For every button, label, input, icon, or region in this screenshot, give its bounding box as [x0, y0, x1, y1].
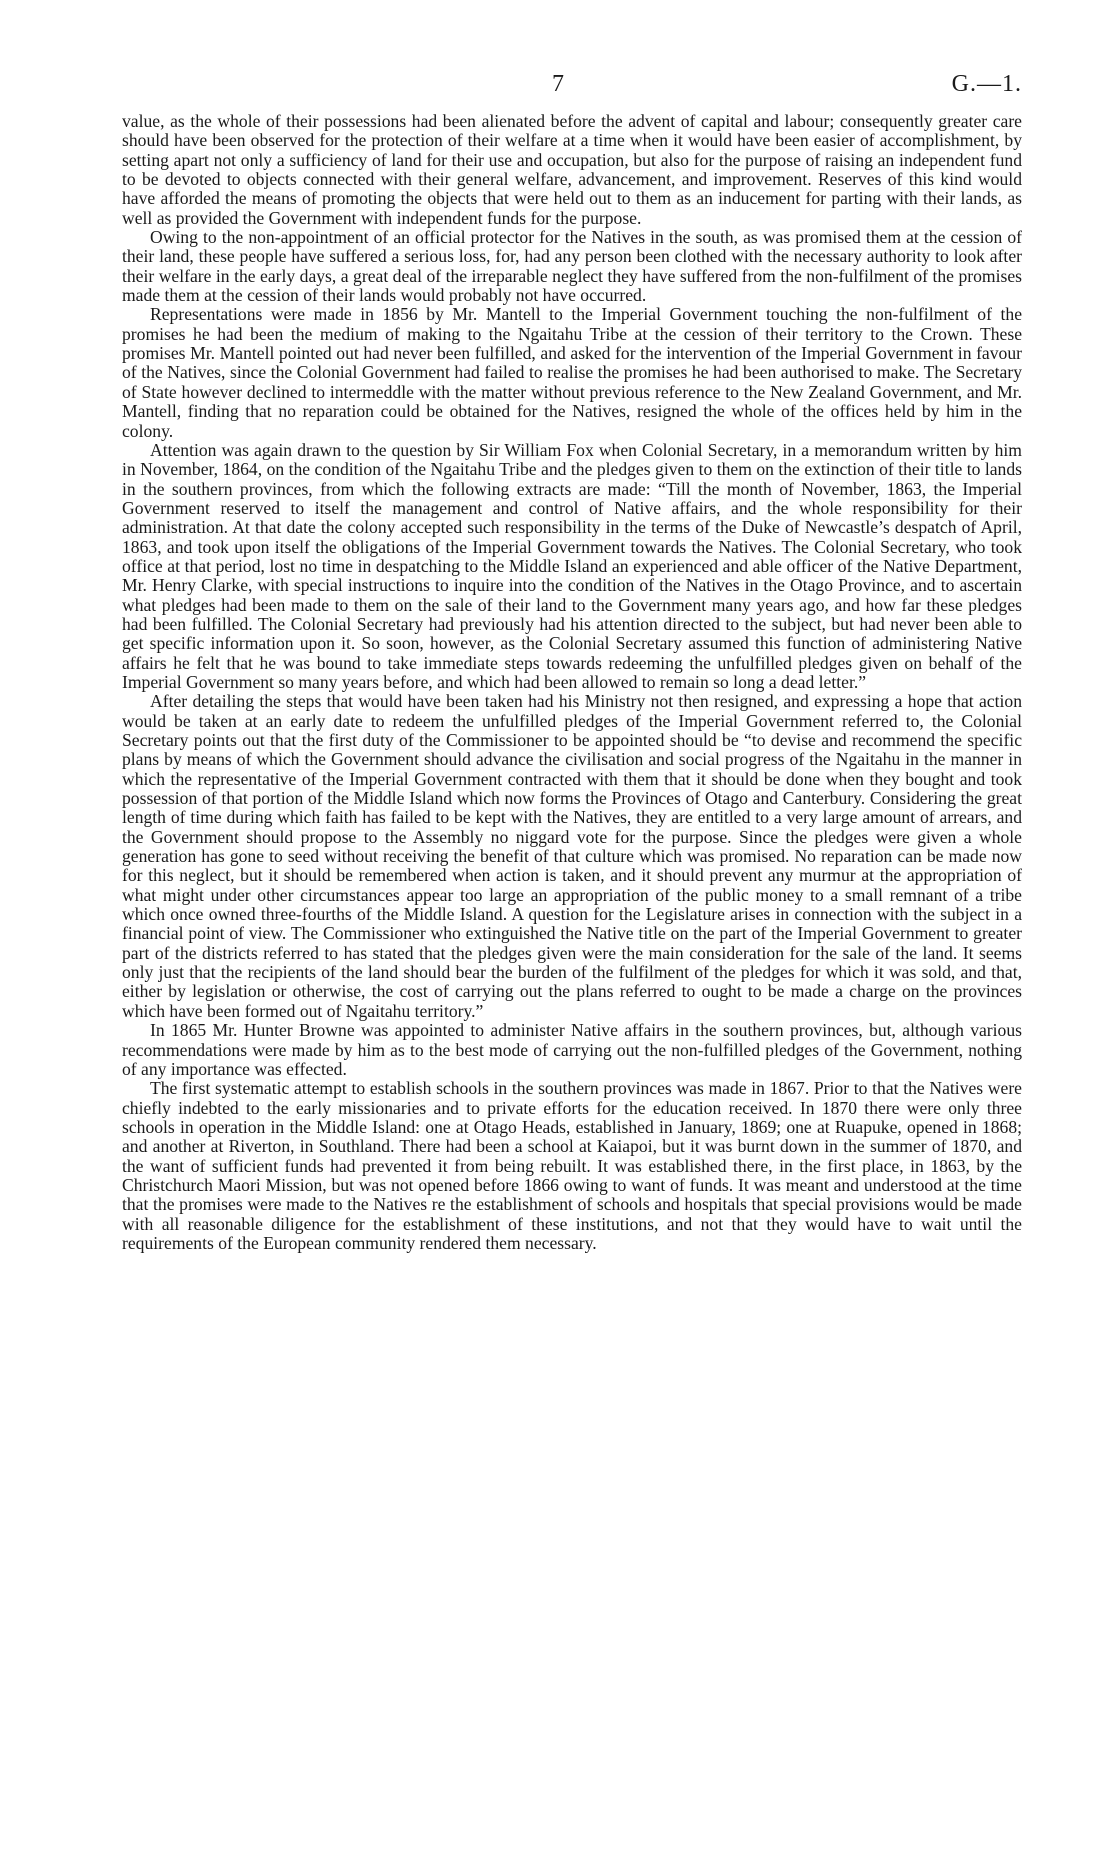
paragraph: Attention was again drawn to the question by Sir William Fox when Colonial Secretary, in a memorandum written by him in November, 1864, on the condition of the Ngaitahu Tribe and the pledges given to them on the extinction of their title to lands in the southern provinces, from which the following extracts are made: “Till the month of November, 1863, the Imperial Government reserved to itself the management and control of Native affairs, and the whole responsibility for their administration. At that date the colony accepted such responsibility in the terms of the Duke of Newcastle’s despatch of April, 1863, and took upon itself the obligations of the Imperial Government towards the Natives. The Colonial Secretary, who took office at that period, lost no time in despatching to the Middle Island an experienced and able officer of the Native Department, Mr. Henry Clarke, with special instructions to inquire into the condition of the Natives in the Otago Province, and to ascertain what pledges had been made to them on the sale of their land to the Government many years ago, and how far these pledges had been fulfilled. The Colonial Secretary had previously had his attention directed to the subject, but had never been able to get specific information upon it. So soon, however, as the Colonial Secretary assumed this function of administering Native affairs he felt that he was bound to take immediate steps towards redeeming the unfulfilled pledges given on behalf of the Imperial Government so many years before, and which had been allowed to remain so long a dead letter.” [122, 439, 1022, 692]
body-text [122, 112, 1022, 1253]
paragraph: The first systematic attempt to establish schools in the southern provinces was made in 1867. Prior to that the Natives were chiefly indebted to the early missionaries and to private efforts for the education received. In 1870 there were only three schools in operation in the Middle Island: one at Otago Heads, established in January, 1869; one at Ruapuke, opened in 1868; and another at Riverton, in Southland. There had been a school at Kaiapoi, but it was burnt down in the summer of 1870, and the want of sufficient funds had prevented it from being rebuilt. It was established there, in the first place, in 1863, by the Christchurch Maori Mission, but was not opened before 1866 owing to want of funds. It was meant and understood at the time that the promises were made to the Natives re the establishment of schools and hospitals that special provisions would be made with all reasonable diligence for the establishment of these institutions, and not that they would have to wait until the requirements of the European community rendered them necessary. [122, 1078, 1022, 1253]
paragraph: value, as the whole of their possessions had been alienated before the advent of capital and labour; consequently greater care should have been observed for the protection of their welfare at a time when it would have been easier of accomplishment, by setting apart not only a sufficiency of land for their use and occupation, but also for the purpose of raising an independent fund to be devoted to objects connected with their general welfare, advancement, and improvement. Reserves of this kind would have afforded the means of promoting the objects that were held out to them as an inducement for parting with their lands, as well as provided the Government with independent funds for the purpose. [122, 111, 1022, 228]
document-reference: G.—1. [951, 71, 1022, 97]
paragraph: In 1865 Mr. Hunter Browne was appointed to administer Native affairs in the southern provinces, but, although various recommendations were made by him as to the best mode of carrying out the non-fulfilled pledges of the Government, nothing of any importance was effected. [122, 1020, 1022, 1079]
paragraph: Representations were made in 1856 by Mr. Mantell to the Imperial Government touching the non-fulfilment of the promises he had been the medium of making to the Ngaitahu Tribe at the cession of their territory to the Crown. These promises Mr. Mantell pointed out had never been fulfilled, and asked for the intervention of the Imperial Government in favour of the Natives, since the Colonial Government had failed to realise the promises he had been authorised to make. The Secretary of State however declined to intermeddle with the matter without previous reference to the New Zealand Government, and Mr. Mantell, finding that no reparation could be obtained for the Natives, resigned the whole of the offices held by him in the colony. [122, 304, 1022, 441]
paragraph: Owing to the non-appointment of an official protector for the Natives in the south, as was promised them at the cession of their land, these people have suffered a serious loss, for, had any person been clothed with the necessary authority to look after their welfare in the early days, a great deal of the irreparable neglect they have suffered from the non-fulfilment of the promises made them at the cession of their lands would probably not have occurred. [122, 227, 1022, 306]
page-number: 7 [552, 71, 564, 97]
page-header [122, 68, 1022, 108]
document-page [122, 68, 1022, 1253]
paragraph: After detailing the steps that would have been taken had his Ministry not then resigned, and expressing a hope that action would be taken at an early date to redeem the unfulfilled pledges of the Imperial Government referred to, the Colonial Secretary points out that the first duty of the Commissioner to be appointed should be “to devise and recommend the specific plans by means of which the Government should advance the civilisation and social progress of the Ngaitahu in the manner in which the representative of the Imperial Government contracted with them that it should be done when they bought and took possession of that portion of the Middle Island which now forms the Provinces of Otago and Canterbury. Considering the great length of time during which faith has failed to be kept with the Natives, they are entitled to a very large amount of arrears, and the Government should propose to the Assembly no niggard vote for the purpose. Since the pledges were given a whole generation has gone to seed without receiving the benefit of that culture which was promised. No reparation can be made now for this neglect, but it should be remembered when action is taken, and it should prevent any murmur at the appropriation of what might under other circumstances appear too large an appropriation of the public money to a small remnant of a tribe which once owned three-fourths of the Middle Island. A question for the Legislature arises in connection with the subject in a financial point of view. The Commissioner who extinguished the Native title on the part of the Imperial Government to greater part of the districts referred to has stated that the pledges given were the main consideration for the sale of the land. It seems only just that the recipients of the land should bear the burden of the fulfilment of the pledges for which it was sold, and that, either by legislation or otherwise, the cost of carrying out the plans referred to ought to be made a charge on the provinces which have been formed out of Ngaitahu territory.” [122, 691, 1022, 1021]
